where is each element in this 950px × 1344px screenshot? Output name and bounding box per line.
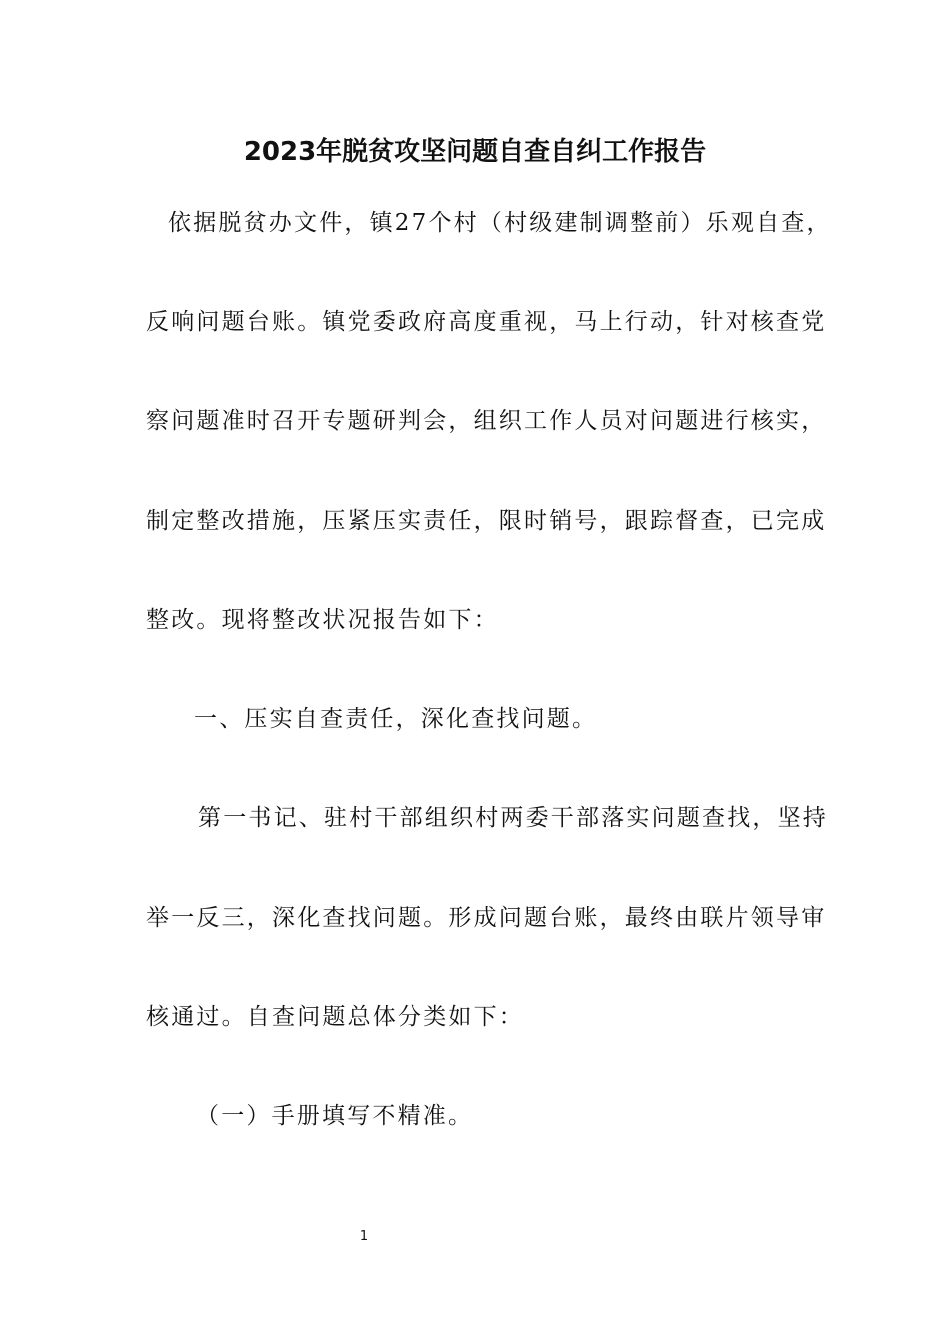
paragraph-line: 第一书记、驻村干部组织村两委干部落实问题查找，坚持 xyxy=(198,805,828,831)
paragraph-line: 举一反三，深化查找问题。形成问题台账，最终由联片领导审 xyxy=(146,905,827,931)
section-heading: 一、压实自查责任，深化查找问题。 xyxy=(194,706,598,732)
document-title: 2023年脱贫攻坚问题自查自纠工作报告 xyxy=(243,137,707,167)
paragraph-line: 反响问题台账。镇党委政府高度重视，马上行动，针对核查党 xyxy=(146,309,827,335)
subsection-heading: （一）手册填写不精准。 xyxy=(196,1103,474,1129)
paragraph-line: 制定整改措施，压紧压实责任，限时销号，跟踪督查，已完成 xyxy=(146,508,827,534)
page-number: 1 xyxy=(359,1229,369,1244)
paragraph-line: 核通过。自查问题总体分类如下： xyxy=(146,1004,524,1030)
paragraph-line: 察问题准时召开专题研判会，组织工作人员对问题进行核实， xyxy=(146,408,827,434)
paragraph-line: 依据脱贫办文件，镇27个村（村级建制调整前）乐观自查， xyxy=(168,210,832,236)
paragraph-line: 整改。现将整改状况报告如下： xyxy=(146,607,499,633)
